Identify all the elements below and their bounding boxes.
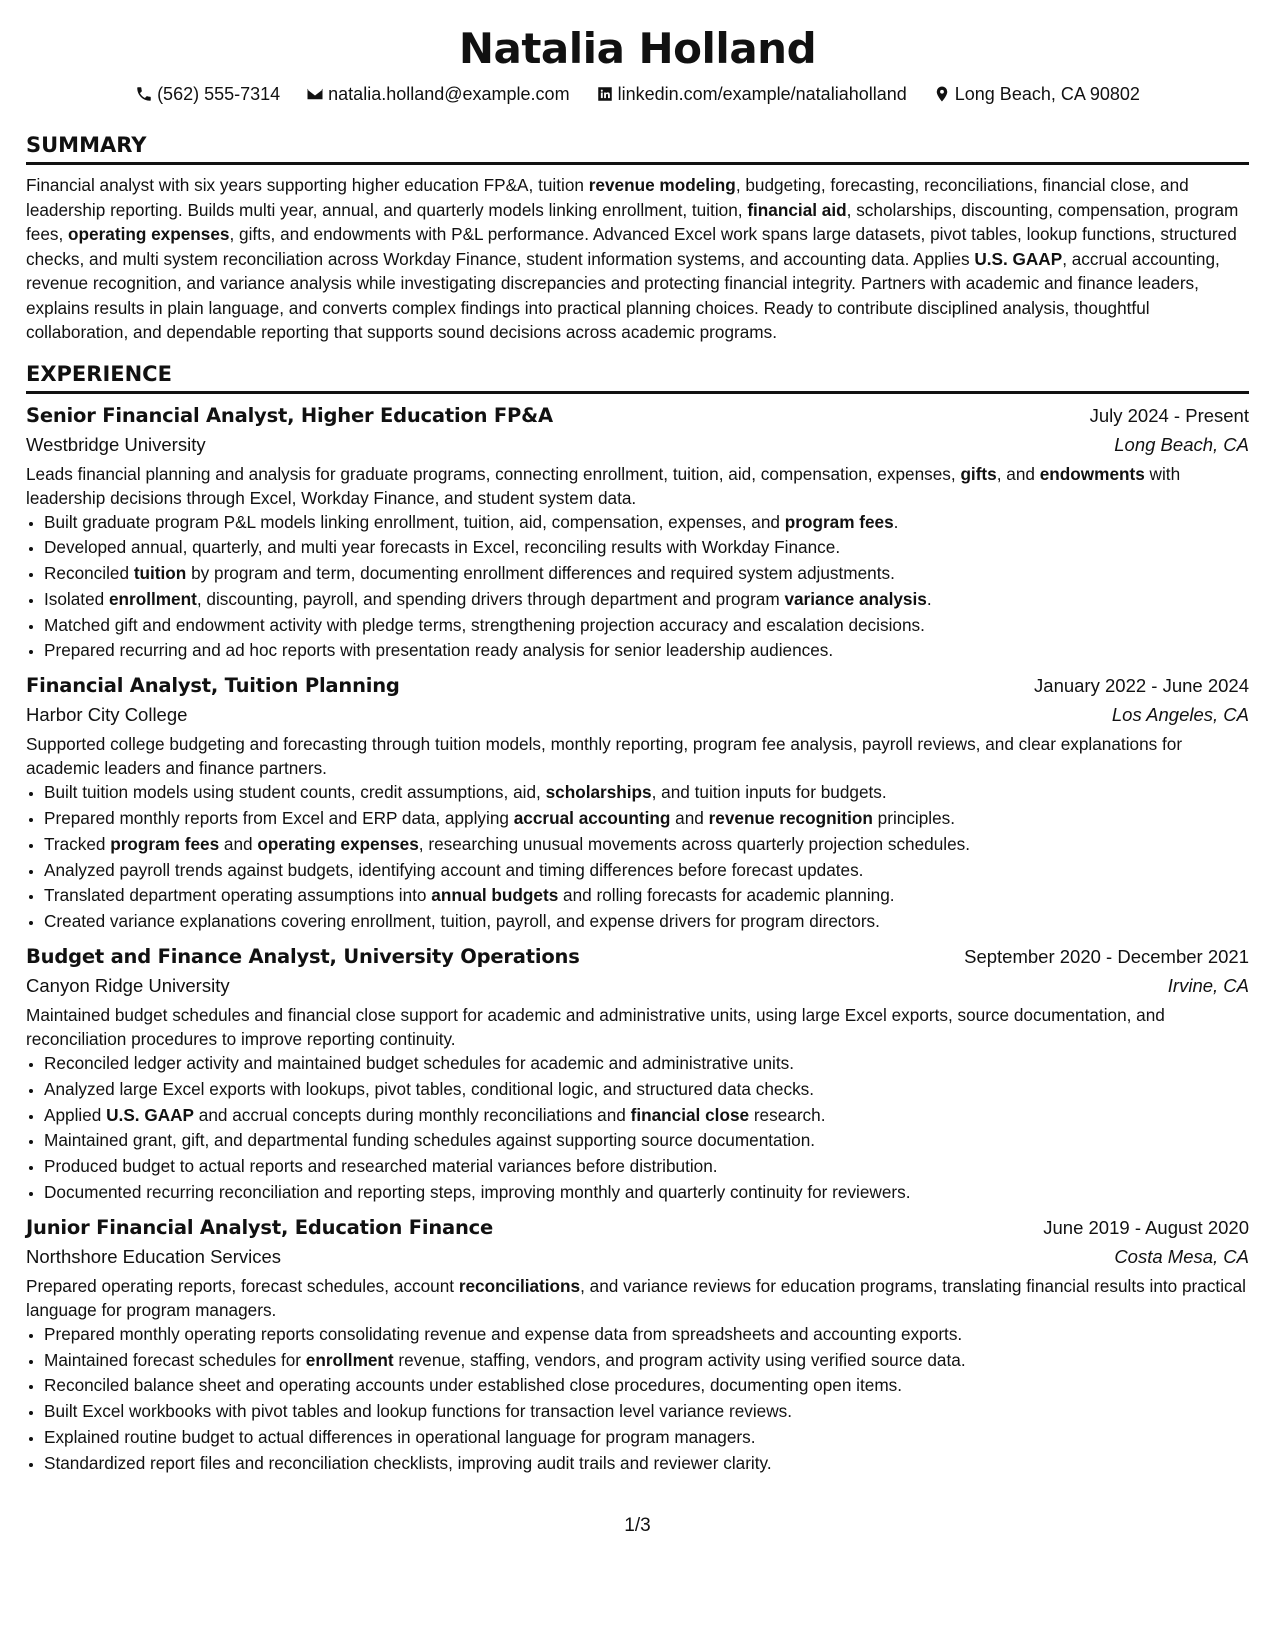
text-run: Applied: [44, 1104, 107, 1125]
list-item: [44, 1399, 1249, 1425]
job-location: Los Angeles, CA: [1111, 704, 1249, 726]
linkedin-icon: [596, 85, 614, 103]
contact-bar: [26, 82, 1249, 106]
job-company: Canyon Ridge University: [26, 975, 230, 997]
job-description: [26, 1003, 1249, 1051]
text-run: Reconciled: [44, 563, 134, 584]
bold-keyword: variance analysis: [784, 588, 927, 609]
text-run: research.: [749, 1104, 826, 1125]
text-run: Analyzed payroll trends against budgets, identifying account and timing differences before forecast updates.: [44, 859, 864, 880]
job-dates: June 2019 - August 2020: [1043, 1216, 1249, 1238]
text-run: , and tuition inputs for budgets.: [651, 782, 887, 803]
job-header: [26, 672, 1249, 700]
text-run: and: [219, 833, 258, 854]
text-run: .: [893, 511, 899, 532]
list-item: [44, 638, 1249, 664]
text-run: Tracked: [44, 833, 111, 854]
location-pin-icon: [933, 85, 951, 103]
bold-keyword: revenue modeling: [588, 175, 736, 195]
text-run: Prepared monthly operating reports consolidating revenue and expense data from spreadsheets and accounting exports.: [44, 1323, 963, 1344]
text-run: , researching unusual movements across quarterly projection schedules.: [418, 833, 971, 854]
list-item: [44, 561, 1249, 587]
text-run: Created variance explanations covering enrollment, tuition, payroll, and expense drivers for program directors.: [44, 911, 880, 932]
job-header: [26, 402, 1249, 430]
text-run: , accrual accounting, revenue recognition, and variance analysis while investigating discrepancies and protecting financial integrity. Partners with academic and finance leaders, explains results in plain language, and converts complex findings into practical planning choices. Ready to contribute disciplined analysis, thoughtful collaboration, and dependable reporting that supports sound decisions across academic programs.: [26, 248, 1220, 342]
text-run: , gifts, and endowments with P&L performance. Advanced Excel work spans large datasets, pivot tables, lookup functions, structured checks, and multi system reconciliation across Workday Finance, student information systems, and accounting data. Applies: [26, 224, 1237, 269]
contact-location-text: Long Beach, CA 90802: [954, 84, 1140, 104]
list-item: [44, 1077, 1249, 1103]
text-run: Translated department operating assumptions into: [44, 885, 432, 906]
job-description: [26, 1274, 1249, 1322]
job-company: Westbridge University: [26, 433, 206, 455]
text-run: and rolling forecasts for academic planning.: [558, 885, 895, 906]
list-item: [44, 883, 1249, 909]
candidate-name: Natalia Holland: [458, 24, 817, 73]
bold-keyword: scholarships: [545, 782, 652, 803]
summary-heading: SUMMARY: [26, 132, 1249, 165]
text-run: Documented recurring reconciliation and reporting steps, improving monthly and quarterly continuity for reviewers.: [44, 1182, 911, 1203]
job-entry: [26, 1214, 1249, 1477]
bold-keyword: reconciliations: [458, 1275, 581, 1296]
bold-keyword: program fees: [784, 511, 894, 532]
list-item: [44, 1322, 1249, 1348]
job-bullets: [26, 510, 1249, 665]
job-location: Costa Mesa, CA: [1114, 1245, 1249, 1267]
bold-keyword: accrual accounting: [513, 808, 671, 829]
text-run: , and variance reviews for education programs, translating financial results into practical language for program managers.: [26, 1275, 1246, 1320]
contact-email[interactable]: [306, 82, 569, 106]
job-title: Budget and Finance Analyst, University Operations: [26, 945, 580, 969]
text-run: Reconciled ledger activity and maintained budget schedules for academic and administrative units.: [44, 1053, 794, 1074]
bold-keyword: U.S. GAAP: [106, 1104, 194, 1125]
list-item: [44, 587, 1249, 613]
list-item: [44, 1103, 1249, 1129]
job-entry: [26, 672, 1249, 935]
text-run: Built graduate program P&L models linking enrollment, tuition, aid, compensation, expenses, and: [44, 511, 785, 532]
job-header: [26, 943, 1249, 971]
list-item: [44, 535, 1249, 561]
job-description: [26, 462, 1249, 510]
job-title: Senior Financial Analyst, Higher Education FP&A: [26, 403, 553, 427]
envelope-icon: [306, 85, 324, 103]
text-run: Prepared recurring and ad hoc reports with presentation ready analysis for senior leadership audiences.: [44, 640, 834, 661]
job-dates: September 2020 - December 2021: [964, 946, 1249, 968]
job-entry: [26, 943, 1249, 1206]
text-run: Produced budget to actual reports and researched material variances before distribution.: [44, 1156, 718, 1177]
contact-email-text[interactable]: natalia.holland@example.com: [328, 84, 570, 104]
bold-keyword: U.S. GAAP: [974, 248, 1063, 269]
experience-list: [26, 402, 1249, 1477]
list-item: [44, 1051, 1249, 1077]
job-location: Long Beach, CA: [1114, 433, 1249, 455]
list-item: [44, 1180, 1249, 1206]
job-entry: [26, 402, 1249, 665]
text-run: , discounting, payroll, and spending drivers through department and program: [196, 588, 785, 609]
page-indicator: 1/3: [624, 1515, 651, 1536]
text-run: Supported college budgeting and forecasting through tuition models, monthly reporting, program fee analysis, payroll reviews, and clear explanations for academic leaders and finance partners.: [26, 734, 1183, 779]
text-run: by program and term, documenting enrollment differences and required system adjustments.: [186, 563, 895, 584]
job-bullets: [26, 1051, 1249, 1206]
text-run: , scholarships, discounting, compensation, program fees,: [26, 199, 1239, 244]
list-item: [44, 909, 1249, 935]
text-run: Reconciled balance sheet and operating accounts under established close procedures, documenting open items.: [44, 1375, 903, 1396]
text-run: Maintained grant, gift, and departmental funding schedules against supporting source documentation.: [44, 1130, 816, 1151]
job-bullets: [26, 1322, 1249, 1477]
list-item: [44, 1154, 1249, 1180]
text-run: Isolated: [44, 588, 109, 609]
text-run: Leads financial planning and analysis for graduate programs, connecting enrollment, tuition, aid, compensation, expenses,: [26, 463, 961, 484]
bold-keyword: tuition: [133, 563, 187, 584]
job-subheader: [26, 430, 1249, 460]
text-run: Prepared operating reports, forecast schedules, account: [26, 1275, 459, 1296]
phone-icon: [135, 85, 153, 103]
bold-keyword: program fees: [110, 833, 220, 854]
text-run: Maintained forecast schedules for: [44, 1349, 306, 1370]
bold-keyword: revenue recognition: [708, 808, 873, 829]
job-description: [26, 732, 1249, 780]
bold-keyword: endowments: [1039, 463, 1145, 484]
list-item: [44, 858, 1249, 884]
contact-phone-text: (562) 555-7314: [157, 84, 281, 104]
bold-keyword: annual budgets: [431, 885, 559, 906]
list-item: [44, 1128, 1249, 1154]
text-run: Built Excel workbooks with pivot tables and lookup functions for transaction level variance reviews.: [44, 1401, 793, 1422]
text-run: Analyzed large Excel exports with lookups, pivot tables, conditional logic, and structured data checks.: [44, 1078, 815, 1099]
contact-phone: [135, 82, 280, 106]
text-run: , budgeting, forecasting, reconciliations, financial close, and leadership reporting. Builds multi year, annual, and quarterly models linking enrollment, tuition,: [26, 175, 1189, 220]
text-run: Built tuition models using student counts, credit assumptions, aid,: [44, 782, 546, 803]
experience-heading: EXPERIENCE: [26, 361, 1249, 394]
text-run: , and: [996, 463, 1040, 484]
text-run: principles.: [872, 808, 956, 829]
list-item: [44, 1373, 1249, 1399]
job-header: [26, 1214, 1249, 1242]
list-item: [44, 1425, 1249, 1451]
text-run: Prepared monthly reports from Excel and ERP data, applying: [44, 808, 514, 829]
job-title: Junior Financial Analyst, Education Finance: [26, 1215, 494, 1239]
text-run: Maintained budget schedules and financial close support for academic and administrative units, using large Excel exports, source documentation, and reconciliation procedures to improve reporting continuity.: [26, 1005, 1165, 1050]
text-run: Developed annual, quarterly, and multi year forecasts in Excel, reconciling results with Workday Finance.: [44, 537, 841, 558]
text-run: Standardized report files and reconciliation checklists, improving audit trails and reviewer clarity.: [44, 1452, 772, 1473]
job-location: Irvine, CA: [1167, 975, 1249, 997]
text-run: Explained routine budget to actual differences in operational language for program managers.: [44, 1427, 756, 1448]
bold-keyword: operating expenses: [68, 224, 230, 244]
bold-keyword: gifts: [960, 463, 997, 484]
text-run: with leadership decisions through Excel, Workday Finance, and student system data.: [26, 463, 1181, 508]
list-item: [44, 806, 1249, 832]
job-title: Financial Analyst, Tuition Planning: [26, 674, 400, 698]
text-run: .: [926, 588, 932, 609]
list-item: [44, 832, 1249, 858]
text-run: Financial analyst with six years supporting higher education FP&A, tuition: [26, 175, 589, 195]
bold-keyword: enrollment: [108, 588, 197, 609]
list-item: [44, 1348, 1249, 1374]
list-item: [44, 1451, 1249, 1477]
bold-keyword: financial aid: [747, 199, 847, 220]
bold-keyword: enrollment: [305, 1349, 394, 1370]
summary-paragraph: [26, 173, 1249, 345]
job-subheader: [26, 700, 1249, 730]
contact-linkedin-text[interactable]: linkedin.com/example/nataliaholland: [617, 84, 907, 104]
job-company: Harbor City College: [26, 704, 188, 726]
job-bullets: [26, 780, 1249, 935]
bold-keyword: operating expenses: [257, 833, 419, 854]
text-run: and: [670, 808, 709, 829]
text-run: revenue, staffing, vendors, and program activity using verified source data.: [393, 1349, 966, 1370]
job-subheader: [26, 1242, 1249, 1272]
text-run: Matched gift and endowment activity with pledge terms, strengthening projection accuracy and escalation decisions.: [44, 614, 925, 635]
list-item: [44, 780, 1249, 806]
bold-keyword: financial close: [630, 1104, 750, 1125]
job-subheader: [26, 971, 1249, 1001]
text-run: and accrual concepts during monthly reconciliations and: [193, 1104, 631, 1125]
job-company: Northshore Education Services: [26, 1245, 282, 1267]
list-item: [44, 510, 1249, 536]
job-dates: January 2022 - June 2024: [1034, 675, 1249, 697]
contact-location: [933, 82, 1140, 106]
job-dates: July 2024 - Present: [1089, 404, 1249, 426]
contact-linkedin[interactable]: [596, 82, 907, 106]
list-item: [44, 613, 1249, 639]
